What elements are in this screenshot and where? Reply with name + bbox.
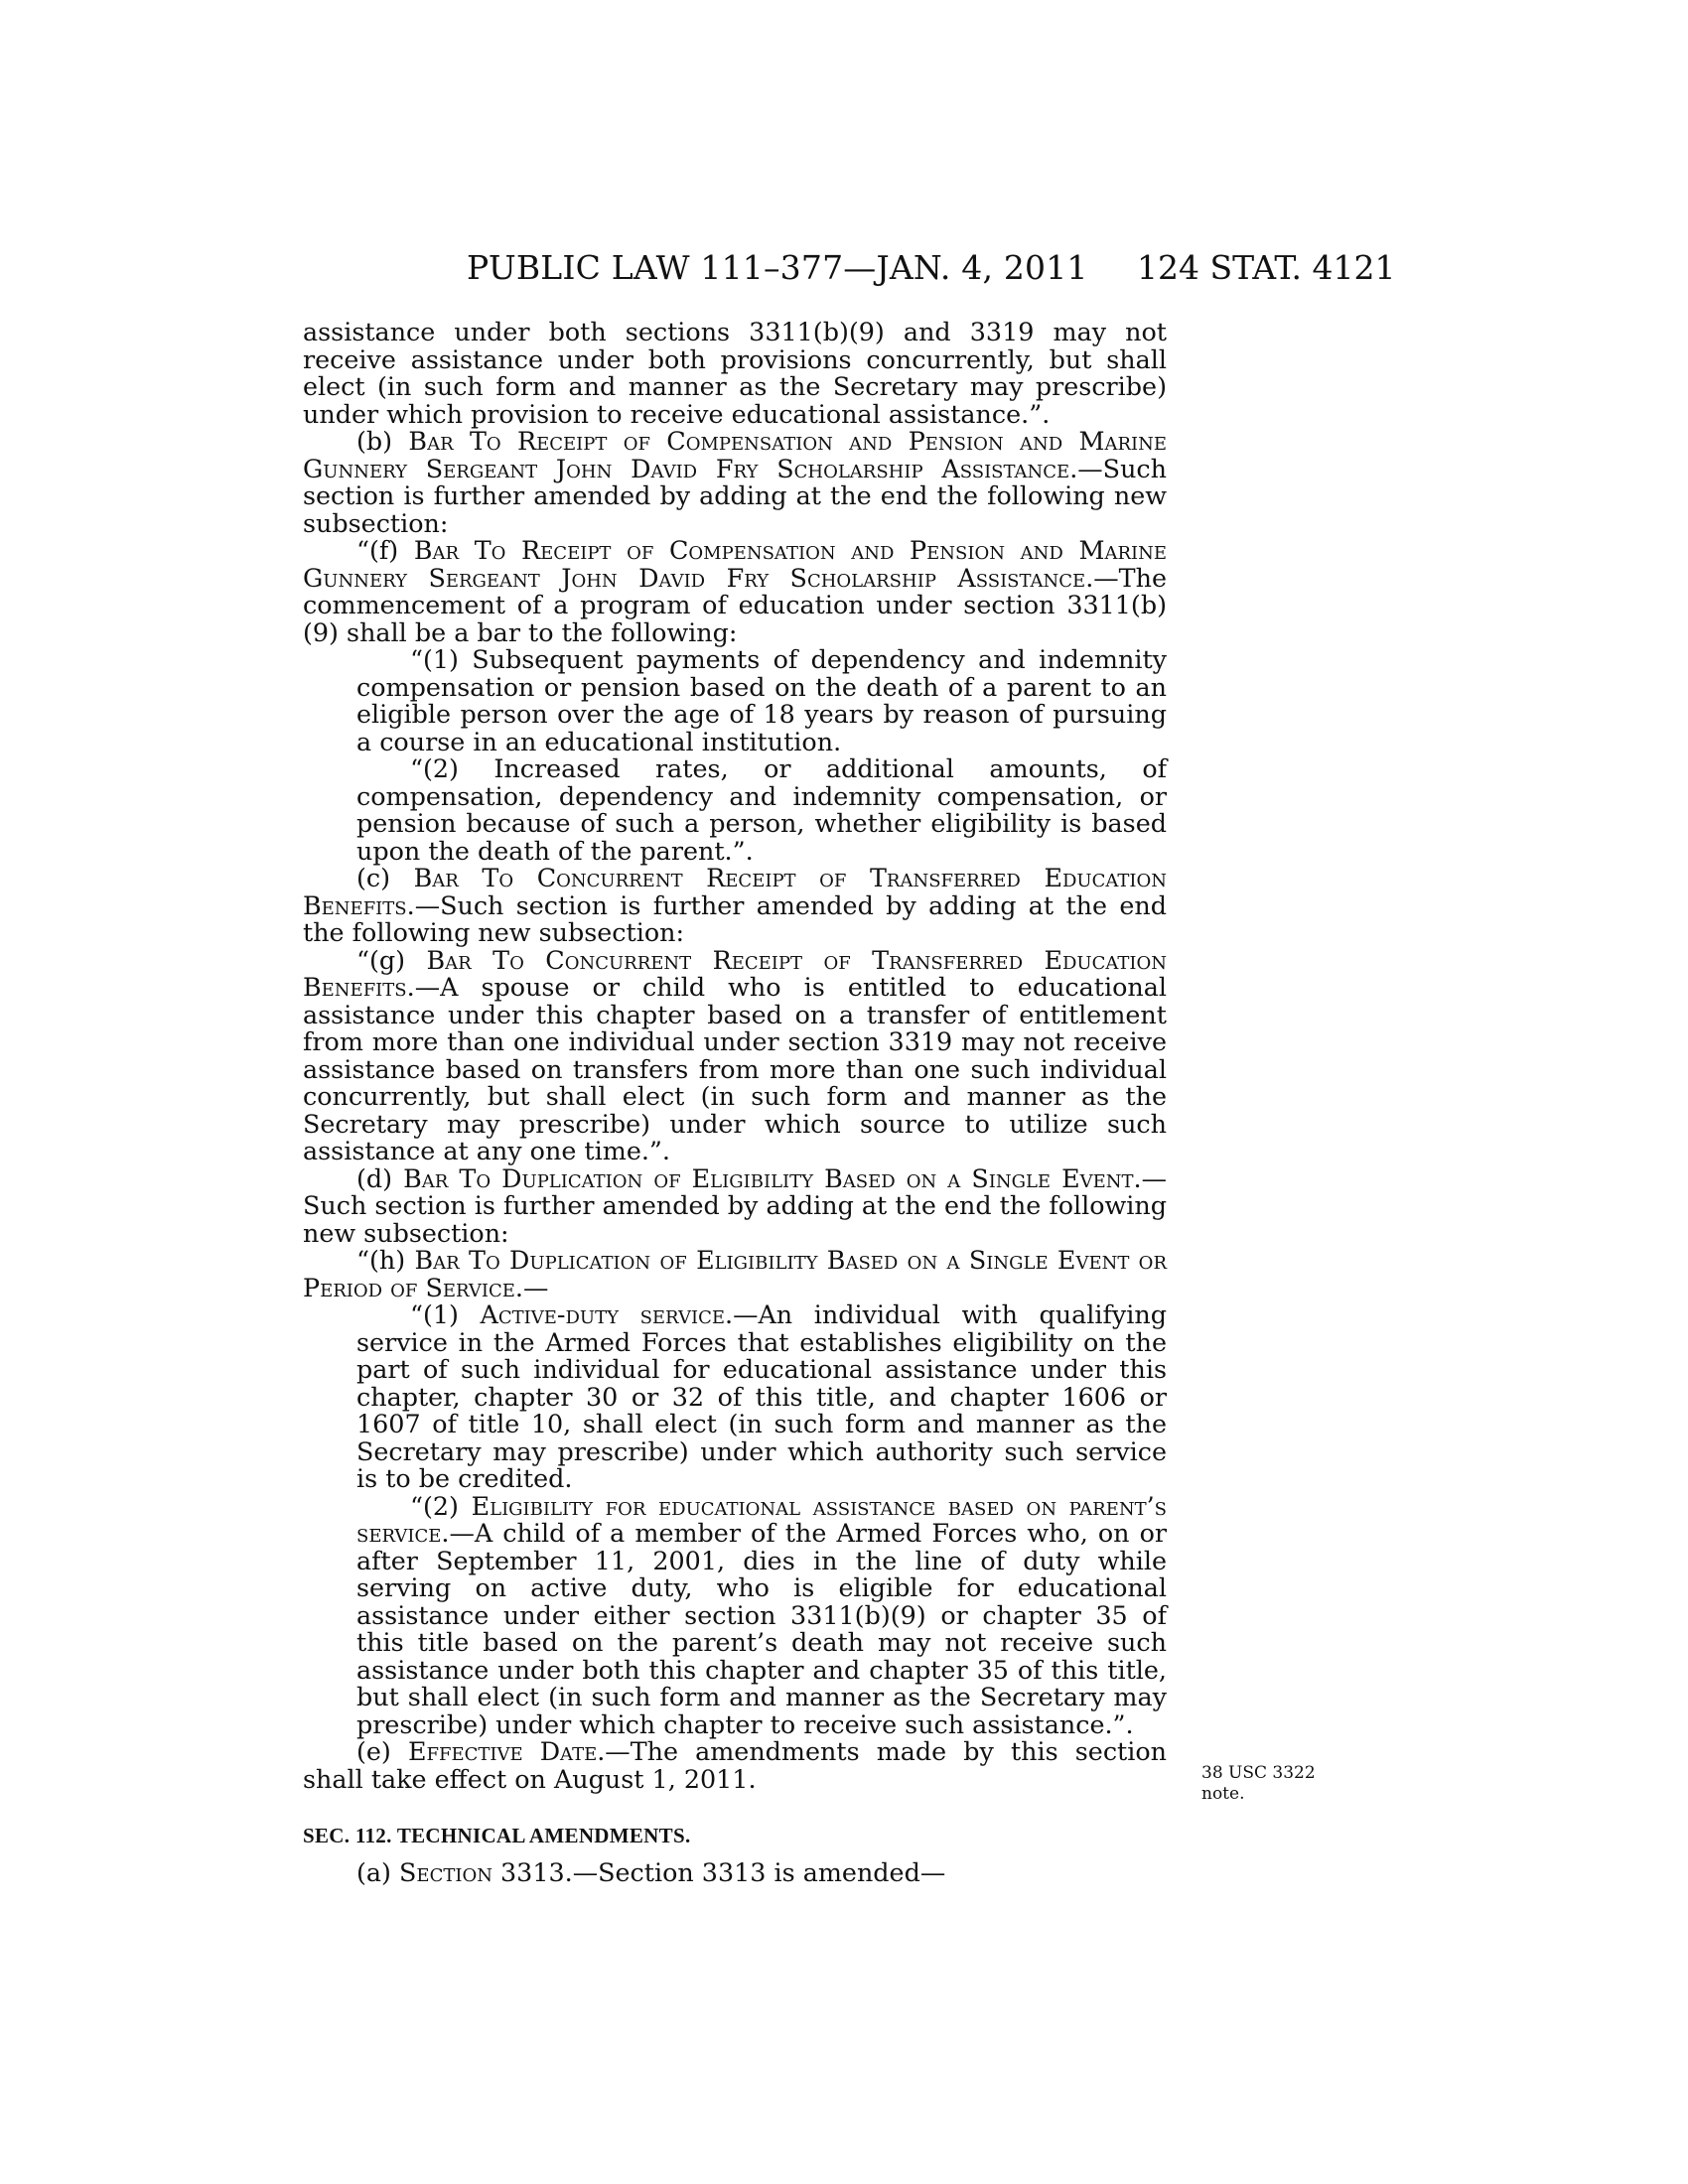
paragraph-text: —A spouse or child who is entitled to educational assistance under this chapter based on a transfer of entitlement from more than one individual under section 3319 may not receive assistance based on transfers from more than one such individual concurrently, but shall elect (in such form and manner as the Secretary may prescribe) under which source to utilize such assistance at any one time.”. bbox=[303, 972, 1167, 1165]
subsection-heading: Bar To Duplication of Eligibility Based on a Single Event. bbox=[403, 1162, 1142, 1193]
subsection-heading: Bar To Duplication of Eligibility Based on a Single Event or Period of Service. bbox=[303, 1245, 1167, 1302]
subsection-g bbox=[303, 944, 1167, 1165]
paragraph-text: “(1) Subsequent payments of dependency and indemnity compensation or pension based on the death of a parent to an eligible person over the age of 18 years by reason of pursuing a course in an educational institution. bbox=[356, 644, 1167, 756]
statute-page-reference: 124 STAT. 4121 bbox=[1137, 248, 1396, 287]
paragraph-text: “(2) Increased rates, or additional amounts, of compensation, dependency and indemnity compensation, or pension because of such a person, whether eligibility is based upon the death of the parent.”. bbox=[356, 753, 1167, 866]
paragraph-text: —Such section is further amended by adding at the end the following new subsection: bbox=[303, 453, 1167, 538]
paragraph-f-1 bbox=[303, 646, 1167, 755]
paragraph-h-2 bbox=[303, 1490, 1167, 1739]
paragraph-text: —Section 3313 is amended— bbox=[572, 1857, 946, 1887]
subsection-designator: (e) bbox=[356, 1736, 408, 1766]
margin-note-suffix: note. bbox=[1201, 1784, 1245, 1804]
paragraph-text: — bbox=[523, 1272, 549, 1302]
paragraph-continuation bbox=[303, 319, 1167, 428]
subsection-c bbox=[303, 865, 1167, 947]
subsection-designator: (c) bbox=[356, 863, 414, 892]
subsection-heading: Bar To Receipt of Compensation and Pension and Marine Gunnery Sergeant John David Fry Scholarship Assistance. bbox=[303, 535, 1167, 593]
paragraph-text: —The commencement of a program of education under section 3311(b)(9) shall be a bar to the following: bbox=[303, 562, 1167, 647]
paragraph-heading: Active-duty service. bbox=[480, 1299, 734, 1329]
paragraph-designator: “(2) bbox=[410, 1490, 472, 1521]
subsection-designator: “(h) bbox=[356, 1245, 415, 1275]
paragraph-text: —Such section is further amended by adding at the end the following new subsection: bbox=[303, 1162, 1168, 1248]
document-body bbox=[303, 319, 1167, 1887]
subsection-h bbox=[303, 1247, 1167, 1301]
subsection-designator: “(g) bbox=[356, 944, 427, 975]
subsection-designator: “(f) bbox=[356, 535, 414, 565]
subsection-d bbox=[303, 1162, 1168, 1248]
subsection-heading: Effective Date. bbox=[407, 1736, 606, 1766]
running-head: PUBLIC LAW 111–377—JAN. 4, 2011 bbox=[467, 248, 1088, 287]
subsection-a bbox=[303, 1859, 1167, 1887]
subsection-heading: Bar To Receipt of Compensation and Pension and Marine Gunnery Sergeant John David Fry Scholarship Assistance. bbox=[303, 426, 1168, 483]
subsection-designator: (b) bbox=[356, 426, 409, 456]
subsection-f bbox=[303, 537, 1167, 646]
paragraph-text: —Such section is further amended by adding at the end the following new subsection: bbox=[303, 889, 1167, 947]
paragraph-heading: Eligibility for educational assistance based on parent’s service. bbox=[356, 1490, 1167, 1548]
subsection-designator: (d) bbox=[356, 1162, 404, 1193]
subsection-e bbox=[303, 1738, 1167, 1793]
paragraph-h-1 bbox=[303, 1301, 1167, 1493]
subsection-heading: Section 3313. bbox=[399, 1857, 573, 1887]
subsection-heading: Bar To Concurrent Receipt of Transferred Education Benefits. bbox=[303, 863, 1167, 920]
subsection-b bbox=[303, 428, 1167, 537]
paragraph-text: assistance under both sections 3311(b)(9) and 3319 may not receive assistance under both provisions concurrently, but shall elect (in such form and manner as the Secretary may prescribe) under which provision to receive educational assistance.”. bbox=[303, 317, 1167, 429]
subsection-heading: Bar To Concurrent Receipt of Transferred Education Benefits. bbox=[303, 944, 1167, 1002]
margin-note-citation: 38 USC 3322 bbox=[1201, 1763, 1316, 1783]
subsection-designator: (a) bbox=[356, 1857, 400, 1887]
paragraph-f-2 bbox=[303, 755, 1167, 865]
margin-note bbox=[1201, 1763, 1340, 1805]
section-heading: SEC. 112. TECHNICAL AMENDMENTS. bbox=[303, 1824, 691, 1847]
paragraph-text: —A child of a member of the Armed Forces who, on or after September 11, 2001, dies in the line of duty while serving on active duty, who is eligible for educational assistance under either section 3311(b)(9) or chapter 35 of this title based on the parent’s death may not receive such assistance under both this chapter and chapter 35 of this title, but shall elect (in such form and manner as the Secretary may prescribe) under which chapter to receive such assistance.”. bbox=[356, 1518, 1167, 1739]
paragraph-text: —An individual with qualifying service in the Armed Forces that establishes eligibility on the part of such individual for educational assistance under this chapter, chapter 30 or 32 of this title, and chapter 1606 or 1607 of title 10, shall elect (in such form and manner as the Secretary may prescribe) under which authority such service is to be credited. bbox=[356, 1299, 1167, 1493]
paragraph-text: —The amendments made by this section shall take effect on August 1, 2011. bbox=[303, 1736, 1167, 1794]
paragraph-designator: “(1) bbox=[410, 1299, 481, 1329]
